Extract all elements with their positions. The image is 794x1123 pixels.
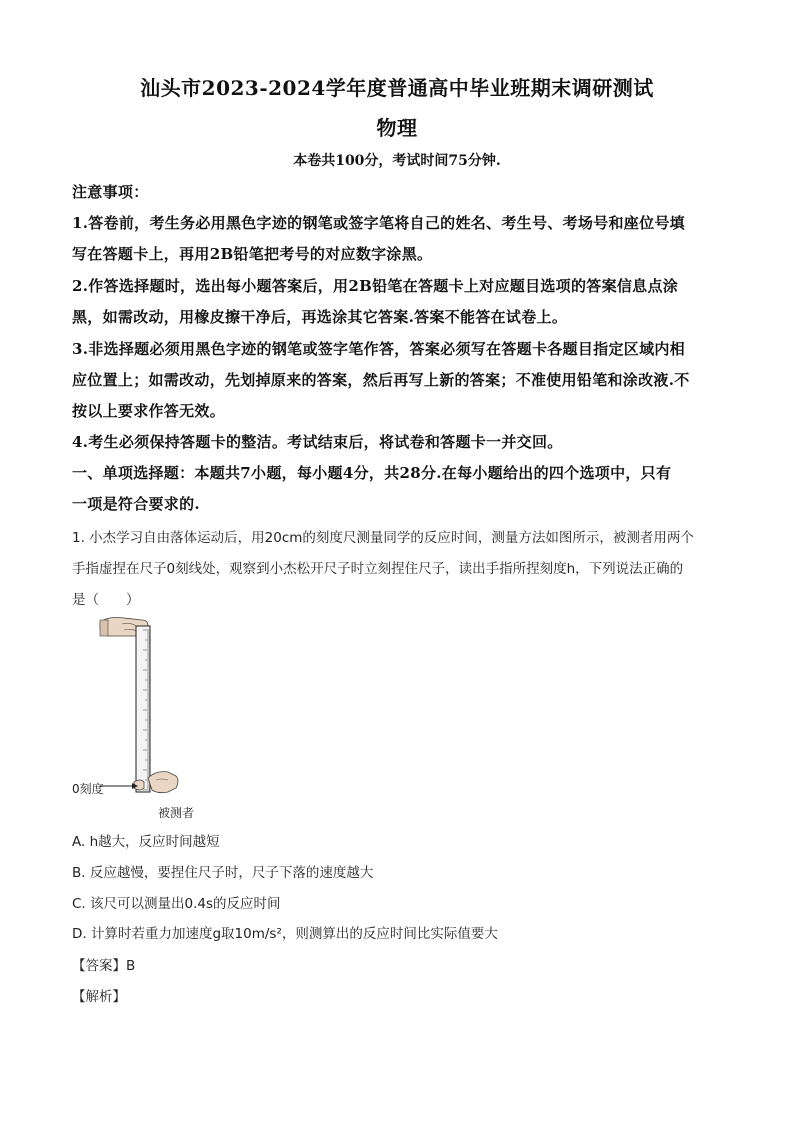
- notice-line: 黑，如需改动，用橡皮擦干净后，再选涂其它答案.答案不能答在试卷上。: [72, 308, 568, 326]
- notice-line: 3.非选择题必须用黑色字迹的钢笔或签字笔作答，答案必须写在答题卡各题目指定区域内相: [72, 340, 685, 358]
- zero-mark-label: 0刻度: [72, 782, 104, 796]
- notice-line: 2.作答选择题时，选出每小题答案后，用2B铅笔在答题卡上对应题目选项的答案信息点涂: [72, 277, 679, 295]
- subject-label: 被测者: [158, 806, 195, 820]
- notice-line: 1.答卷前，考生务必用黑色字迹的钢笔或签字笔将自己的姓名、考生号、考场号和座位号填: [72, 214, 685, 232]
- section-heading: 一、单项选择题：本题共7小题，每小题4分，共28分.在每小题给出的四个选项中，只有: [72, 464, 672, 482]
- zero-mark-arrow-icon: [100, 783, 138, 789]
- exam-info: 本卷共100分，考试时间75分钟.: [293, 153, 501, 169]
- ruler-icon: [136, 626, 150, 792]
- notice-line: 4.考生必须保持答题卡的整洁。考试结束后，将试卷和答题卡一并交回。: [72, 433, 563, 451]
- answer-line: 【答案】B: [72, 958, 136, 974]
- question-stem: 手指虚捏在尺子0刻线处，观察到小杰松开尺子时立刻捏住尺子，读出手指所捏刻度h，下列说法正确的: [72, 561, 684, 577]
- notice-line: 写在答题卡上，再用2B铅笔把考号的对应数字涂黑。: [72, 245, 433, 263]
- option-c: C. 该尺可以测量出0.4s的反应时间: [72, 896, 281, 912]
- question-stem: 1. 小杰学习自由落体运动后，用20cm的刻度尺测量同学的反应时间，测量方法如图所示，被测者用两个: [72, 530, 694, 546]
- option-b: B. 反应越慢，要捏住尺子时，尺子下落的速度越大: [72, 865, 374, 881]
- notice-line: 应位置上；如需改动，先划掉原来的答案，然后再写上新的答案；不准使用铅笔和涂改液.不: [72, 371, 690, 389]
- option-a: A. h越大，反应时间越短: [72, 834, 220, 850]
- subject-title: 物理: [376, 116, 418, 140]
- option-d: D. 计算时若重力加速度g取10m/s²，则测算出的反应时间比实际值要大: [72, 926, 498, 942]
- analysis-heading: 【解析】: [72, 989, 126, 1005]
- notice-heading: 注意事项：: [72, 183, 149, 201]
- exam-title: 汕头市2023-2024学年度普通高中毕业班期末调研测试: [140, 76, 654, 100]
- section-heading: 一项是符合要求的.: [72, 495, 200, 513]
- question-stem: 是（ ）: [72, 592, 140, 608]
- notice-line: 按以上要求作答无效。: [72, 402, 226, 420]
